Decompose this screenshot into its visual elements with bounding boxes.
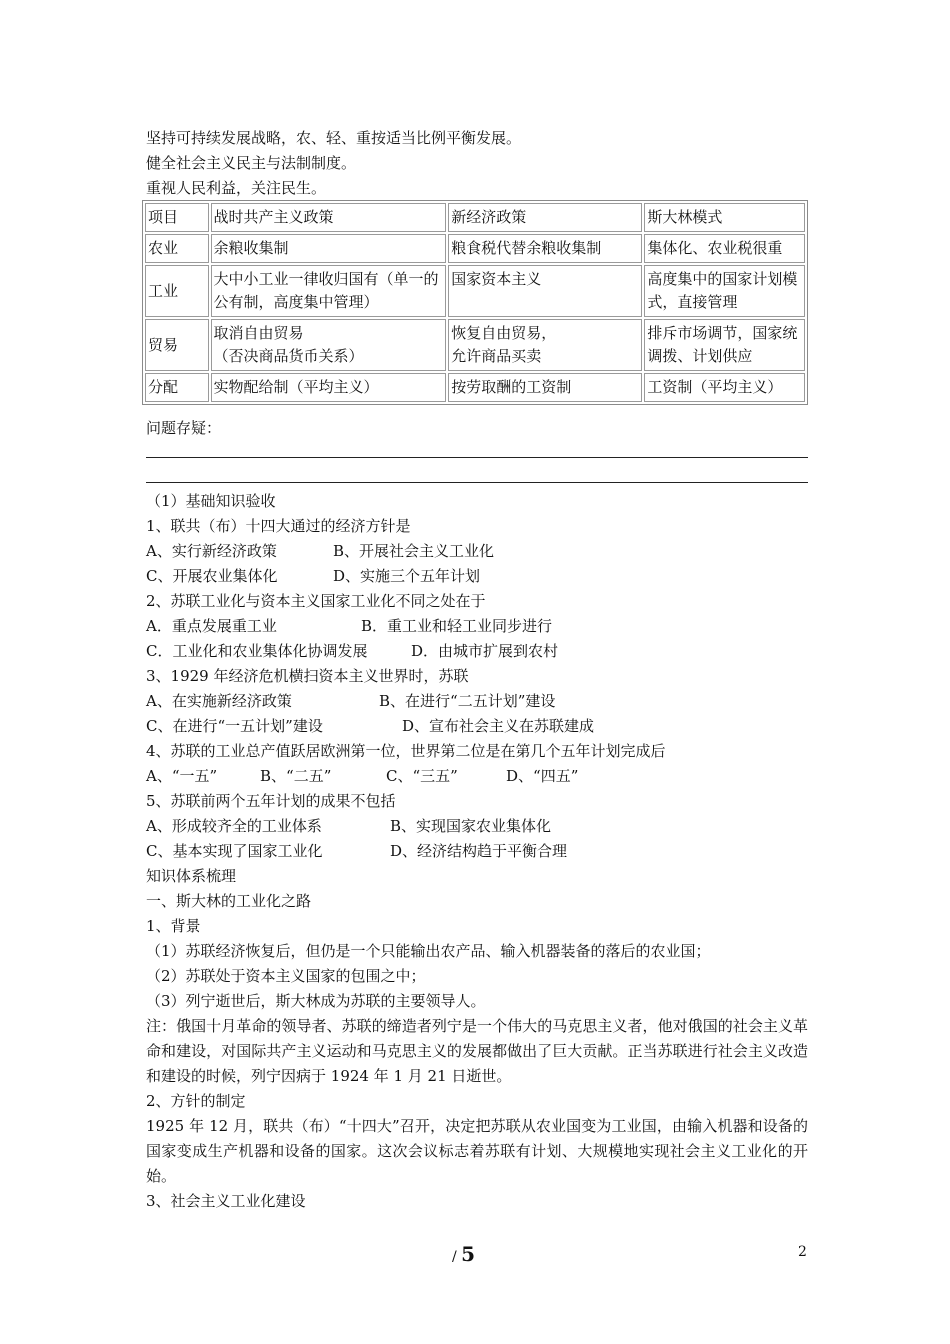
quiz-options [146, 716, 594, 736]
quiz-question-4: 4、苏联的工业总产值跃居欧洲第一位，世界第二位是在第几个五年计划完成后 [146, 742, 666, 760]
policy-paragraph: 1925 年 12 月，联共（布）“十四大”召开，决定把苏联从农业国变为工业国，由输入机器和设备的国家变成生产机器和设备的国家。这次会议标志着苏联有计划、大规模地实现社会主义工业化的开始。 [146, 1117, 808, 1185]
table-header-cell: 战时共产主义政策 [211, 203, 447, 232]
total-pages: 5 [461, 1242, 476, 1266]
intro-line-1: 坚持可持续发展战略，农、轻、重按适当比例平衡发展。 [146, 129, 522, 147]
quiz-options [146, 691, 555, 711]
table-cell: 贸易 [145, 319, 209, 371]
quiz-heading: （1）基础知识验收 [146, 492, 276, 510]
subsection-heading: 1、背景 [146, 917, 201, 935]
table-header-cell: 新经济政策 [448, 203, 642, 232]
background-item: （3）列宁逝世后，斯大林成为苏联的主要领导人。 [146, 992, 486, 1010]
background-item: （2）苏联处于资本主义国家的包围之中； [146, 967, 426, 985]
quiz-question-3: 3、1929 年经济危机横扫资本主义世界时，苏联 [146, 667, 469, 685]
table-cell: 分配 [145, 373, 209, 402]
quiz-option: B．重工业和轻工业同步进行 [361, 617, 553, 635]
quiz-option: D、经济结构趋于平衡合理 [390, 842, 568, 860]
quiz-options [146, 766, 578, 786]
table-cell: 集体化、农业税很重 [644, 234, 805, 263]
question-label: 问题存疑： [146, 419, 222, 437]
table-cell: 农业 [145, 234, 209, 263]
subsection-heading: 2、方针的制定 [146, 1092, 246, 1110]
quiz-option: B、开展社会主义工业化 [333, 542, 495, 560]
comparison-table [142, 200, 808, 405]
quiz-option: A．重点发展重工业 [146, 617, 277, 635]
quiz-options [146, 816, 551, 836]
quiz-option: C、基本实现了国家工业化 [146, 842, 323, 860]
table-row [145, 265, 805, 317]
quiz-option: D、宣布社会主义在苏联建成 [402, 717, 595, 735]
table-cell: 实物配给制（平均主义） [211, 373, 447, 402]
quiz-options [146, 616, 552, 636]
section-heading: 一、斯大林的工业化之路 [146, 892, 312, 910]
page-slash: / [452, 1249, 457, 1265]
quiz-options [146, 566, 480, 586]
table-cell: 国家资本主义 [448, 265, 642, 317]
table-header-cell: 项目 [145, 203, 209, 232]
quiz-option: D、“四五” [506, 767, 579, 785]
table-header-cell: 斯大林模式 [644, 203, 805, 232]
quiz-option: A、实行新经济政策 [146, 542, 277, 560]
page-total [452, 1242, 475, 1266]
table-header-row [145, 203, 805, 232]
table-cell: 恢复自由贸易， 允许商品买卖 [448, 319, 642, 371]
quiz-option: B、实现国家农业集体化 [390, 817, 552, 835]
quiz-options [146, 541, 494, 561]
quiz-option: B、在进行“二五计划”建设 [379, 692, 556, 710]
subsection-heading: 3、社会主义工业化建设 [146, 1192, 306, 1210]
table-cell: 工业 [145, 265, 209, 317]
quiz-option: A、“一五” [146, 767, 218, 785]
table-cell: 高度集中的国家计划模式，直接管理 [644, 265, 805, 317]
quiz-question-1: 1、联共（布）十四大通过的经济方针是 [146, 517, 411, 535]
answer-line [146, 457, 808, 458]
quiz-options [146, 841, 567, 861]
background-item: （1）苏联经济恢复后，但仍是一个只能输出农产品、输入机器装备的落后的农业国； [146, 942, 711, 960]
quiz-options [146, 641, 558, 661]
intro-line-3: 重视人民利益，关注民生。 [146, 179, 327, 197]
quiz-option: A、在实施新经济政策 [146, 692, 292, 710]
note-paragraph: 注：俄国十月革命的领导者、苏联的缔造者列宁是一个伟大的马克思主义者，他对俄国的社会主义革命和建设，对国际共产主义运动和马克思主义的发展都做出了巨大贡献。正当苏联进行社会主义改造和建设的时候，列宁因病于 1924 年 1 月 21 日逝世。 [146, 1017, 808, 1085]
quiz-option: C、在进行“一五计划”建设 [146, 717, 323, 735]
answer-line [146, 482, 808, 483]
table-cell: 余粮收集制 [211, 234, 447, 263]
quiz-option: C．工业化和农业集体化协调发展 [146, 642, 368, 660]
quiz-option: C、“三五” [386, 767, 458, 785]
intro-line-2: 健全社会主义民主与法制制度。 [146, 154, 357, 172]
quiz-option: D、实施三个五年计划 [333, 567, 481, 585]
quiz-question-2: 2、苏联工业化与资本主义国家工业化不同之处在于 [146, 592, 486, 610]
quiz-option: A、形成较齐全的工业体系 [146, 817, 322, 835]
quiz-option: C、开展农业集体化 [146, 567, 278, 585]
table-cell: 取消自由贸易 （否决商品货币关系） [211, 319, 447, 371]
quiz-question-5: 5、苏联前两个五年计划的成果不包括 [146, 792, 396, 810]
table-cell: 粮食税代替余粮收集制 [448, 234, 642, 263]
quiz-option: D．由城市扩展到农村 [411, 642, 559, 660]
table-cell: 按劳取酬的工资制 [448, 373, 642, 402]
knowledge-title: 知识体系梳理 [146, 867, 237, 885]
table-row [145, 234, 805, 263]
table-cell: 排斥市场调节，国家统调拨、计划供应 [644, 319, 805, 371]
table-row [145, 319, 805, 371]
table-cell: 大中小工业一律收归国有（单一的公有制，高度集中管理） [211, 265, 447, 317]
table-row [145, 373, 805, 402]
page-number: 2 [798, 1244, 807, 1260]
quiz-option: B、“二五” [260, 767, 332, 785]
table-cell: 工资制（平均主义） [644, 373, 805, 402]
